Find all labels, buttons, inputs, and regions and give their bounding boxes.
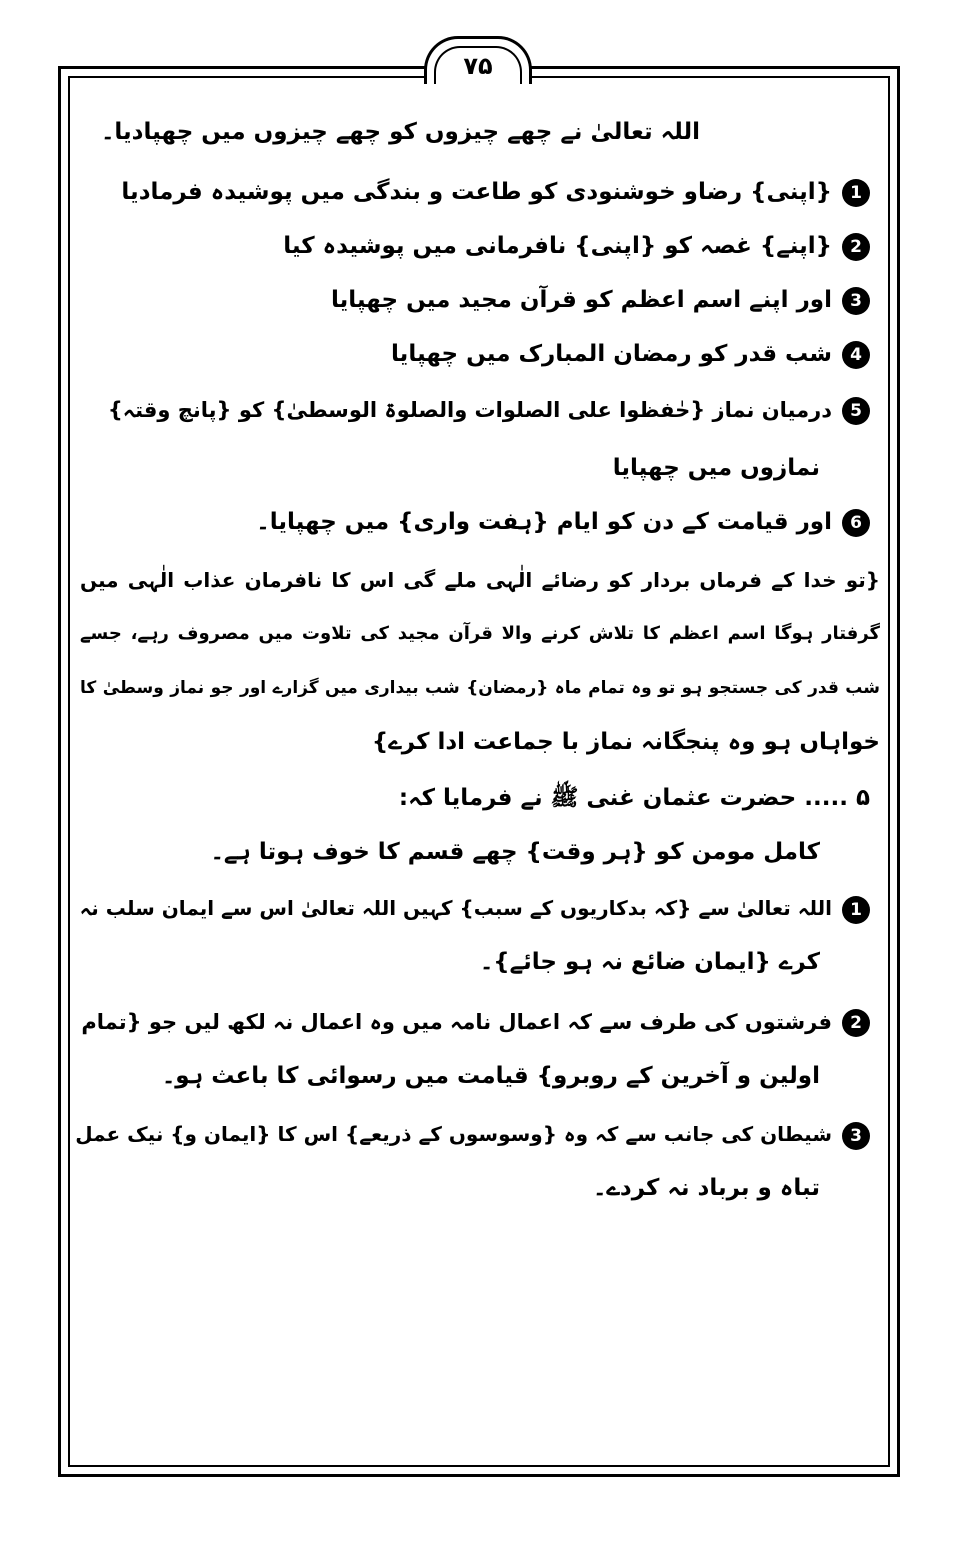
text-line: اللہ تعالیٰ نے چھے چیزوں کو چھے چیزوں میں چھپادیا۔ (100, 119, 700, 145)
numbered-item: 2فرشتوں کی طرف سے کہ اعمال نامہ میں وہ اعمال نہ لکھ لیں جو {تمام (81, 1002, 870, 1042)
numbered-item: 2{اپنے} غصہ کو {اپنی} نافرمانی میں پوشیدہ کیا (283, 226, 870, 266)
numbered-item: 5درمیان نماز {حٰفظوا علی الصلوات والصلوۃ الوسطیٰ} کو {پانچ وقتہ} (108, 390, 870, 430)
number-badge: 2 (842, 233, 870, 261)
page-number: ۷۵ (434, 46, 522, 84)
number-badge: 5 (842, 397, 870, 425)
number-badge: 2 (842, 1009, 870, 1037)
number-badge: 1 (842, 179, 870, 207)
number-badge: 3 (842, 1122, 870, 1150)
paragraph-line: {تو خدا کے فرماں بردار کو رضائے الٰہی ملے گی اس کا نافرمان عذاب الٰہی میں (80, 568, 880, 592)
number-badge: 3 (842, 287, 870, 315)
numbered-item: 1اللہ تعالیٰ سے {کہ بدکاریوں کے سبب} کہیں اللہ تعالیٰ اس سے ایمان سلب نہ (80, 888, 870, 928)
number-badge: 4 (842, 341, 870, 369)
numbered-item: 3شیطان کی جانب سے کہ وہ {وسوسوں کے ذریعے} اس کا {ایمان و} نیک عمل (75, 1114, 870, 1154)
numbered-item: 3اور اپنے اسم اعظم کو قرآن مجید میں چھپایا (331, 280, 870, 320)
numbered-item: 1{اپنی} رضاو خوشنودی کو طاعت و بندگی میں پوشیدہ فرمادیا (121, 172, 870, 212)
text-line: اولین و آخرین کے روبرو} قیامت میں رسوائی کا باعث ہو۔ (161, 1063, 820, 1089)
paragraph-line: گرفتار ہوگا اسم اعظم کا تلاش کرنے والا قرآن مجید کی تلاوت میں مصروف رہے، جسے (80, 623, 880, 644)
section-heading: ۵ ..... حضرت عثمان غنی ﷺ نے فرمایا کہ: (398, 785, 870, 811)
numbered-item: 6اور قیامت کے دن کو ایام {ہفت واری} میں چھپایا۔ (256, 502, 870, 542)
number-badge: 1 (842, 896, 870, 924)
number-badge: 6 (842, 509, 870, 537)
paragraph-line: شب قدر کی جستجو ہو تو وہ تمام ماہ {رمضان} شب بیداری میں گزارے اور جو نماز وسطیٰ کا (80, 678, 880, 698)
text-line: نمازوں میں چھپایا (612, 455, 820, 481)
numbered-item: 4شب قدر کو رمضان المبارک میں چھپایا (391, 334, 870, 374)
paragraph-line: خواہاں ہو وہ پنجگانہ نماز با جماعت ادا کرے} (371, 729, 880, 755)
text-line: تباہ و برباد نہ کردے۔ (592, 1175, 820, 1201)
text-line: کامل مومن کو {ہر وقت} چھے قسم کا خوف ہوتا ہے۔ (210, 839, 820, 865)
text-line: کرے {ایمان ضائع نہ ہو جائے}۔ (479, 949, 820, 975)
